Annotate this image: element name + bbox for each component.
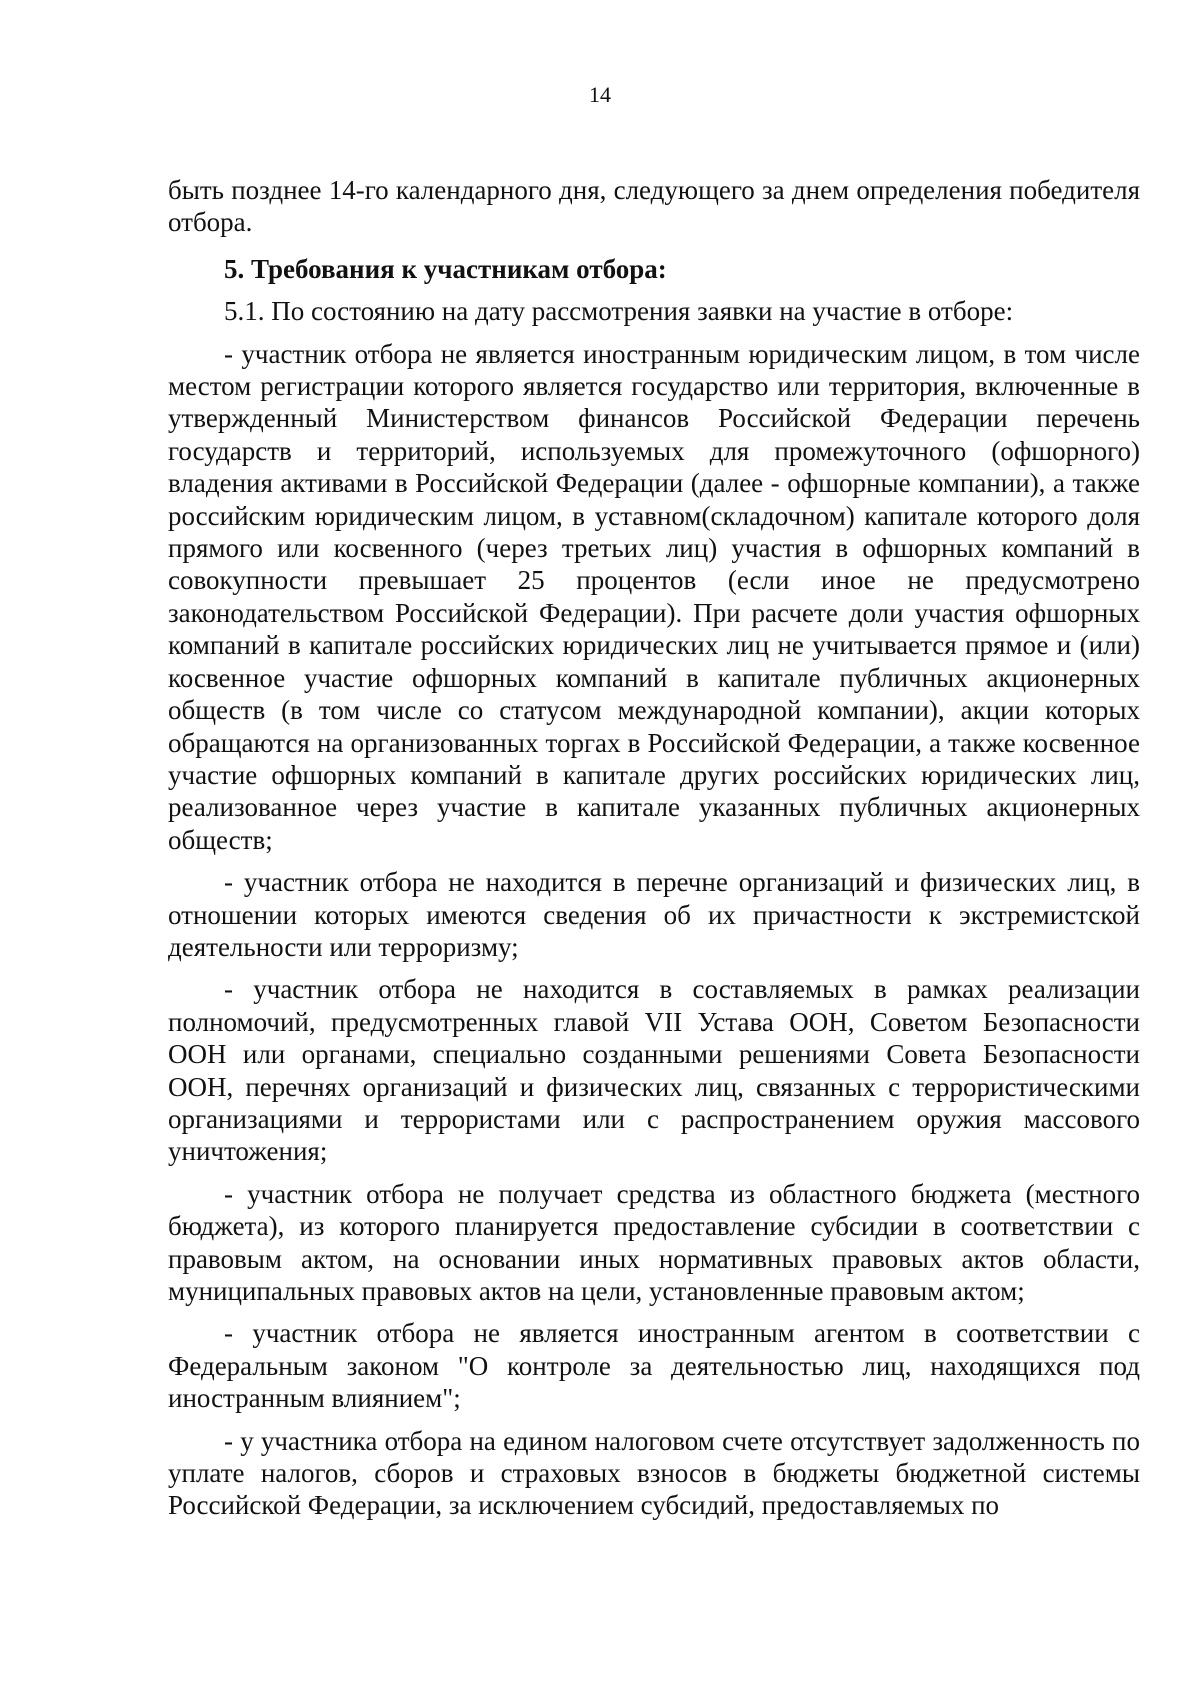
section-heading: 5. Требования к участникам отбора: [224,253,667,284]
paragraph-un-lists: - участник отбора не находится в составляемых в рамках реализации полномочий, предусмотренных главой VII Устава ООН, Советом Безопасности ООН или органами, специально созданными решениями Совета Безопасности ООН, перечнях организаций и физических лиц, связанных с террористическими организациями и террористами или с распространением оружия массового уничтожения; [168,974,1140,1167]
paragraph-continuation: быть позднее 14-го календарного дня, следующего за днем определения победителя отбора. [168,175,1140,238]
paragraph-offshore: - участник отбора не является иностранным юридическим лицом, в том числе местом регистрации которого является государство или территория, включенные в утвержденный Министерством финансов Российской Федерации перечень государств и территорий, используемых для промежуточного (офшорного) владения активами в Российской Федерации (далее - офшорные компании), а также российским юридическим лицом, в уставном(складочном) капитале которого доля прямого или косвенного (через третьих лиц) участия в офшорных компаний в совокупности превышает 25 процентов (если иное не предусмотрено законодательством Российской Федерации). При расчете доли участия офшорных компаний в капитале российских юридических лиц не учитывается прямое и (или) косвенное участие офшорных компаний в капитале публичных акционерных обществ (в том числе со статусом международной компании), акции которых обращаются на организованных торгах в Российской Федерации, а также косвенное участие офшорных компаний в капитале других российских юридических лиц, реализованное через участие в капитале указанных публичных акционерных обществ; [168,338,1140,855]
paragraph-foreign-agent: - участник отбора не является иностранным агентом в соответствии с Федеральным законом "О контроле за деятельностью лиц, находящихся под иностранным влиянием"; [168,1318,1140,1414]
paragraph-tax-debt: - у участника отбора на едином налоговом счете отсутствует задолженность по уплате налогов, сборов и страховых взносов в бюджеты бюджетной системы Российской Федерации, за исключением субсидий, предоставляемых по [168,1425,1140,1521]
document-body [168,174,1140,1522]
paragraph-5-1: 5.1. По состоянию на дату рассмотрения заявки на участие в отборе: [224,296,1014,327]
paragraph-budget-funds: - участник отбора не получает средства из областного бюджета (местного бюджета), из которого планируется предоставление субсидии в соответствии с правовым актом, на основании иных нормативных правовых актов области, муниципальных правовых актов на цели, установленные правовым актом; [168,1178,1140,1306]
page-number: 14 [589,82,611,107]
paragraph-extremism: - участник отбора не находится в перечне организаций и физических лиц, в отношении которых имеются сведения об их причастности к экстремистской деятельности или терроризму; [168,867,1140,962]
